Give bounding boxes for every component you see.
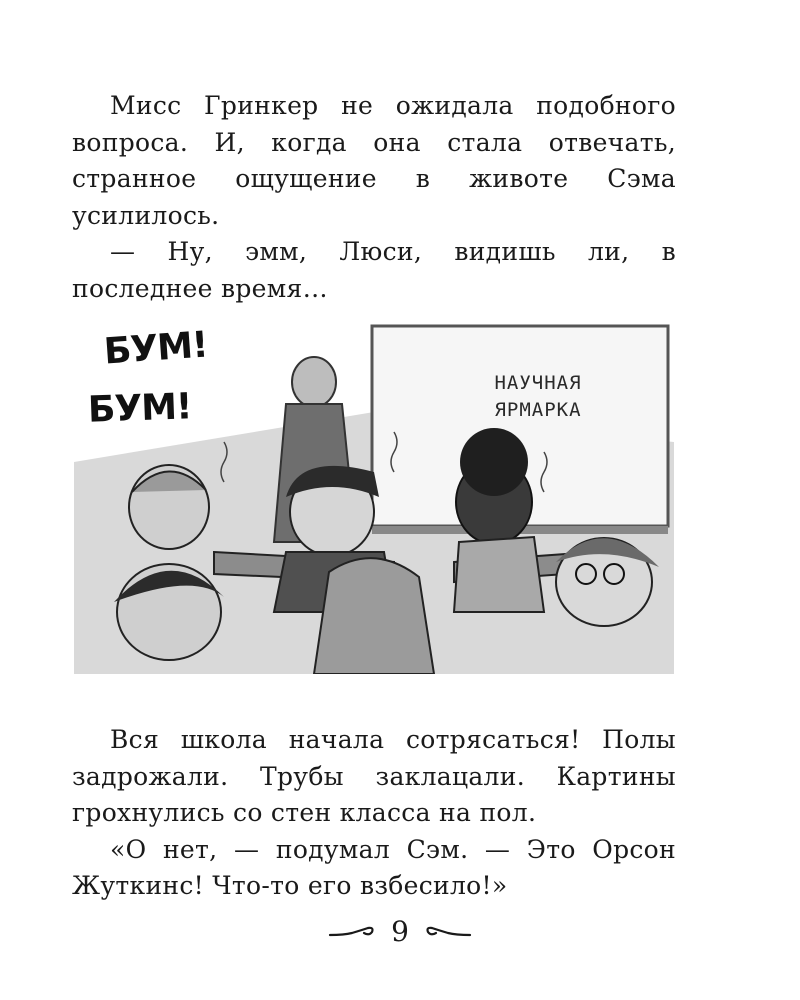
- classroom-illustration: [74, 312, 674, 674]
- board-line: ЯРМАРКА: [494, 399, 582, 421]
- text-bottom: [72, 722, 676, 905]
- page-folio: [0, 912, 800, 952]
- paragraph: — Ну, эмм, Люси, видишь ли, в последнее время…: [72, 237, 676, 303]
- page-number: 9: [391, 915, 409, 948]
- sound-effect: БУМ!: [87, 386, 193, 431]
- paragraph: «О нет, — подумал Сэм. — Это Орсон Жуткинс! Что-то его взбесило!»: [72, 834, 676, 900]
- sound-effect: БУМ!: [102, 324, 209, 373]
- paragraph: Вся школа начала сотрясаться! Полы задрожали. Трубы заклацали. Картины грохнулись со стен класса на пол.: [72, 725, 676, 827]
- flourish-left-icon: [328, 922, 376, 942]
- flourish-right-icon: [424, 922, 472, 942]
- text-top: [72, 88, 676, 307]
- paragraph: Мисс Гринкер не ожидала подобного вопроса. И, когда она стала отвечать, странное ощущение в животе Сэма усилилось.: [72, 91, 676, 230]
- board-title: [454, 370, 622, 424]
- board-line: НАУЧНАЯ: [494, 372, 582, 394]
